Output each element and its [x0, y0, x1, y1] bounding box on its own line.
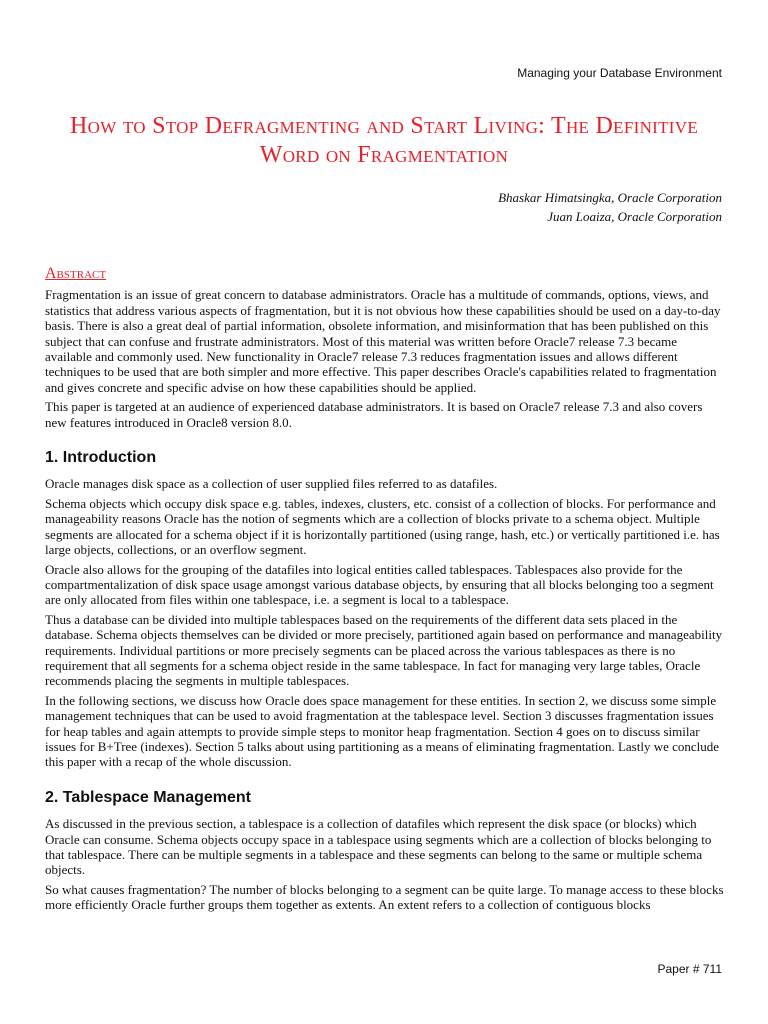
paper-title — [30, 112, 738, 170]
title-line-2: Word on Fragmentation — [259, 142, 509, 168]
body-content — [45, 266, 725, 917]
page-number: Paper # 711 — [657, 962, 722, 976]
tablespace-paragraph: As discussed in the previous section, a tablespace is a collection of datafiles which represent the disk space (or blocks) which Oracle can consume. Schema objects occupy space in a tablespace using segments which are a collection of blocks belonging to that tablespace. There can be multiple segments in a tablespace and these segments can belong to the same or multiple schema objects. — [45, 816, 712, 878]
abstract-heading: Abstract — [45, 265, 107, 282]
author-list — [498, 188, 722, 226]
intro-paragraph: Schema objects which occupy disk space e.g. tables, indexes, clusters, etc. consist of a collection of blocks. For performance and manageability reasons Oracle has the notion of segments which are a collection of blocks private to a schema object. Multiple segments are allocated for a schema object if it is horizontally partitioned (using range, hash, etc.) or vertically partitioned i.e. has large objects, collections, or an overflow segment. — [45, 495, 720, 558]
section-heading-tablespace-management: 2. Tablespace Management — [45, 788, 251, 806]
tablespace-paragraph: So what causes fragmentation? The number of blocks belonging to a segment can be quite large. To manage access to these blocks more efficiently Oracle further groups them together as extents. An extent refers to a collection of contiguous blocks — [45, 881, 724, 913]
intro-paragraph: Thus a database can be divided into multiple tablespaces based on the requirements of the different data sets placed in the database. Schema objects themselves can be divided or more precisely, partitioned again based on performance and manageability requirements. Individual partitions or more precisely segments can be placed across the various tablespaces as there is no requirement that all segments for a schema object reside in the same tablespace. In fact for managing very large tables, Oracle recommends placing the segments in multiple tablespaces. — [45, 611, 723, 689]
running-header: Managing your Database Environment — [517, 66, 722, 80]
intro-paragraph: Oracle also allows for the grouping of the datafiles into logical entities called tablespaces. Tablespaces also provide for the compartmentalization of disk space usage amongst various database objects, by ensuring that all blocks belonging too a segment are only allocated from files within one tablespace, i.e. a segment is local to a tablespace. — [45, 561, 714, 608]
intro-paragraph: Oracle manages disk space as a collection of user supplied files referred to as datafiles. — [45, 476, 498, 492]
author-2: Juan Loaiza, Oracle Corporation — [547, 209, 722, 224]
title-line-1: How to Stop Defragmenting and Start Living: The Definitive — [69, 113, 699, 139]
abstract-paragraph: Fragmentation is an issue of great concern to database administrators. Oracle has a multitude of commands, options, views, and statistics that address various aspects of fragmentation, but it is not obvious how these capabilities should be used on a day-to-day basis. There is also a great deal of partial information, obsolete information, and misinformation that has been published on this subject that can confuse and frustrate administrators. Most of this material was written before Oracle7 release 7.3 became available and commonly used. New functionality in Oracle7 release 7.3 reduces fragmentation issues and allows different techniques to be used that are both simpler and more effective. This paper describes Oracle's capabilities related to fragmentation and gives concrete and specific advise on how these capabilities should be applied. — [45, 287, 721, 395]
intro-paragraph: In the following sections, we discuss how Oracle does space management for these entities. In section 2, we discuss some simple management techniques that can be used to avoid fragmentation at the tablespace level. Section 3 discusses fragmentation issues for heap tables and again attempts to provide simple steps to monitor heap fragmentation. Section 4 goes on to discuss similar issues for B+Tree (indexes). Section 5 talks about using partitioning as a means of eliminating fragmentation. Lastly we conclude this paper with a recap of the whole discussion. — [45, 692, 720, 770]
abstract-paragraph: This paper is targeted at an audience of experienced database administrators. It is based on Oracle7 release 7.3 and also covers new features introduced in Oracle8 version 8.0. — [45, 399, 703, 430]
section-heading-introduction: 1. Introduction — [45, 449, 157, 467]
author-1: Bhaskar Himatsingka, Oracle Corporation — [498, 190, 722, 205]
